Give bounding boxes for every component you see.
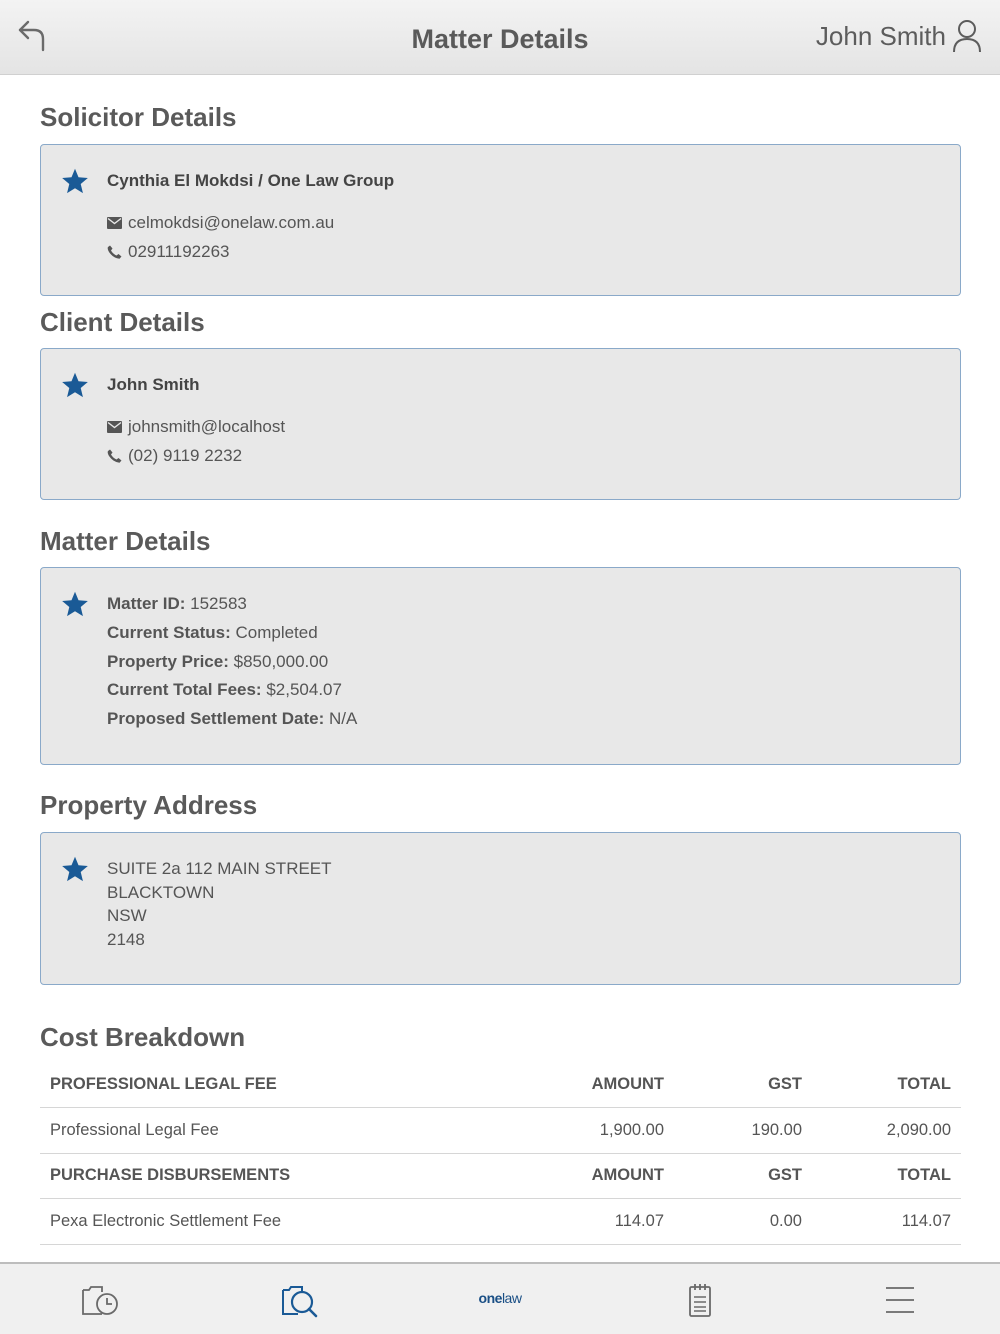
address-postcode: 2148	[107, 929, 145, 949]
matter-status-label: Current Status:	[107, 622, 231, 642]
client-phone: (02) 9119 2232	[128, 445, 243, 465]
solicitor-phone-row[interactable]	[107, 237, 394, 266]
phone-icon	[107, 245, 122, 259]
property-section-title: Property Address	[40, 790, 258, 820]
property-card	[40, 832, 961, 985]
client-email-row[interactable]	[107, 412, 285, 441]
address-street: SUITE 2a 112 MAIN STREET	[107, 859, 332, 878]
one-law-logo[interactable]	[470, 1290, 530, 1306]
matter-section-title: Matter Details	[40, 526, 211, 556]
tab-tasks[interactable]	[680, 1282, 720, 1318]
page-title: Matter Details	[411, 24, 589, 54]
table-header-cell: TOTAL	[812, 1153, 961, 1199]
property-price-value: $850,000.00	[233, 651, 329, 671]
star-icon[interactable]	[61, 855, 89, 883]
client-phone-row[interactable]	[107, 441, 285, 470]
phone-icon	[107, 449, 122, 463]
logo-one: one	[478, 1290, 502, 1306]
table-header-cell: GST	[674, 1153, 812, 1199]
total-fees-value: $2,504.07	[266, 680, 342, 700]
table-header-cell: TOTAL	[812, 1062, 961, 1108]
table-header-cell: GST	[674, 1062, 812, 1108]
table-row	[40, 1199, 961, 1245]
mail-icon	[107, 217, 122, 229]
matter-card	[40, 567, 961, 765]
user-name: John Smith	[815, 20, 946, 51]
table-cell: 190.00	[674, 1108, 812, 1154]
total-fees-label: Current Total Fees:	[107, 680, 262, 700]
app-header	[0, 0, 1000, 75]
table-cell: Pexa Electronic Settlement Fee	[40, 1199, 520, 1245]
search-document-icon	[280, 1282, 320, 1318]
cost-section-title: Cost Breakdown	[40, 1022, 246, 1052]
address-state: NSW	[107, 906, 147, 926]
star-icon[interactable]	[61, 167, 89, 195]
history-icon	[80, 1282, 120, 1318]
table-cell: 2,090.00	[812, 1108, 961, 1154]
menu-icon	[884, 1285, 916, 1315]
matter-id-value: 152583	[190, 594, 247, 613]
property-price-row	[107, 652, 357, 681]
matter-id-label: Matter ID:	[107, 594, 186, 613]
mail-icon	[107, 421, 122, 433]
client-name: John Smith	[107, 375, 200, 394]
user-icon	[952, 19, 982, 53]
solicitor-email-row[interactable]	[107, 208, 394, 237]
settlement-date-row	[107, 709, 357, 738]
settlement-date-value: N/A	[329, 709, 358, 729]
bottom-tab-bar	[0, 1262, 1000, 1334]
solicitor-phone: 02911192263	[128, 241, 230, 261]
client-section-title: Client Details	[40, 307, 205, 337]
clipboard-icon	[685, 1282, 715, 1318]
solicitor-name: Cynthia El Mokdsi / One Law Group	[107, 171, 395, 190]
total-fees-row	[107, 680, 357, 709]
table-header-cell: PURCHASE DISBURSEMENTS	[40, 1153, 520, 1199]
address-suburb: BLACKTOWN	[107, 882, 215, 902]
property-price-label: Property Price:	[107, 651, 229, 671]
table-cell: 114.07	[812, 1199, 961, 1245]
solicitor-section-title: Solicitor Details	[40, 102, 237, 132]
tab-history[interactable]	[80, 1282, 120, 1318]
table-cell: Professional Legal Fee	[40, 1108, 520, 1154]
matter-id-row	[107, 594, 357, 623]
star-icon[interactable]	[61, 590, 89, 618]
table-cell: 1,900.00	[520, 1108, 674, 1154]
solicitor-card	[40, 144, 961, 296]
logo-law: law	[501, 1290, 522, 1306]
tab-menu[interactable]	[880, 1282, 920, 1318]
table-header-cell: AMOUNT	[520, 1153, 674, 1199]
matter-status-value: Completed	[235, 622, 318, 642]
table-header-row	[40, 1062, 961, 1108]
client-card	[40, 348, 961, 500]
table-header-row	[40, 1153, 961, 1199]
table-header-cell: AMOUNT	[520, 1062, 674, 1108]
settlement-date-label: Proposed Settlement Date:	[107, 709, 325, 729]
solicitor-email: celmokdsi@onelaw.com.au	[128, 212, 335, 232]
user-profile-button[interactable]	[816, 18, 982, 54]
table-cell: 0.00	[674, 1199, 812, 1245]
main-content[interactable]	[0, 76, 1000, 1262]
star-icon[interactable]	[61, 371, 89, 399]
cost-table	[40, 1062, 961, 1245]
tab-matter-search[interactable]	[280, 1282, 320, 1318]
client-email: johnsmith@localhost	[128, 416, 286, 436]
table-header-cell: PROFESSIONAL LEGAL FEE	[40, 1062, 520, 1108]
table-cell: 114.07	[520, 1199, 674, 1245]
matter-status-row	[107, 623, 357, 652]
table-row	[40, 1108, 961, 1154]
